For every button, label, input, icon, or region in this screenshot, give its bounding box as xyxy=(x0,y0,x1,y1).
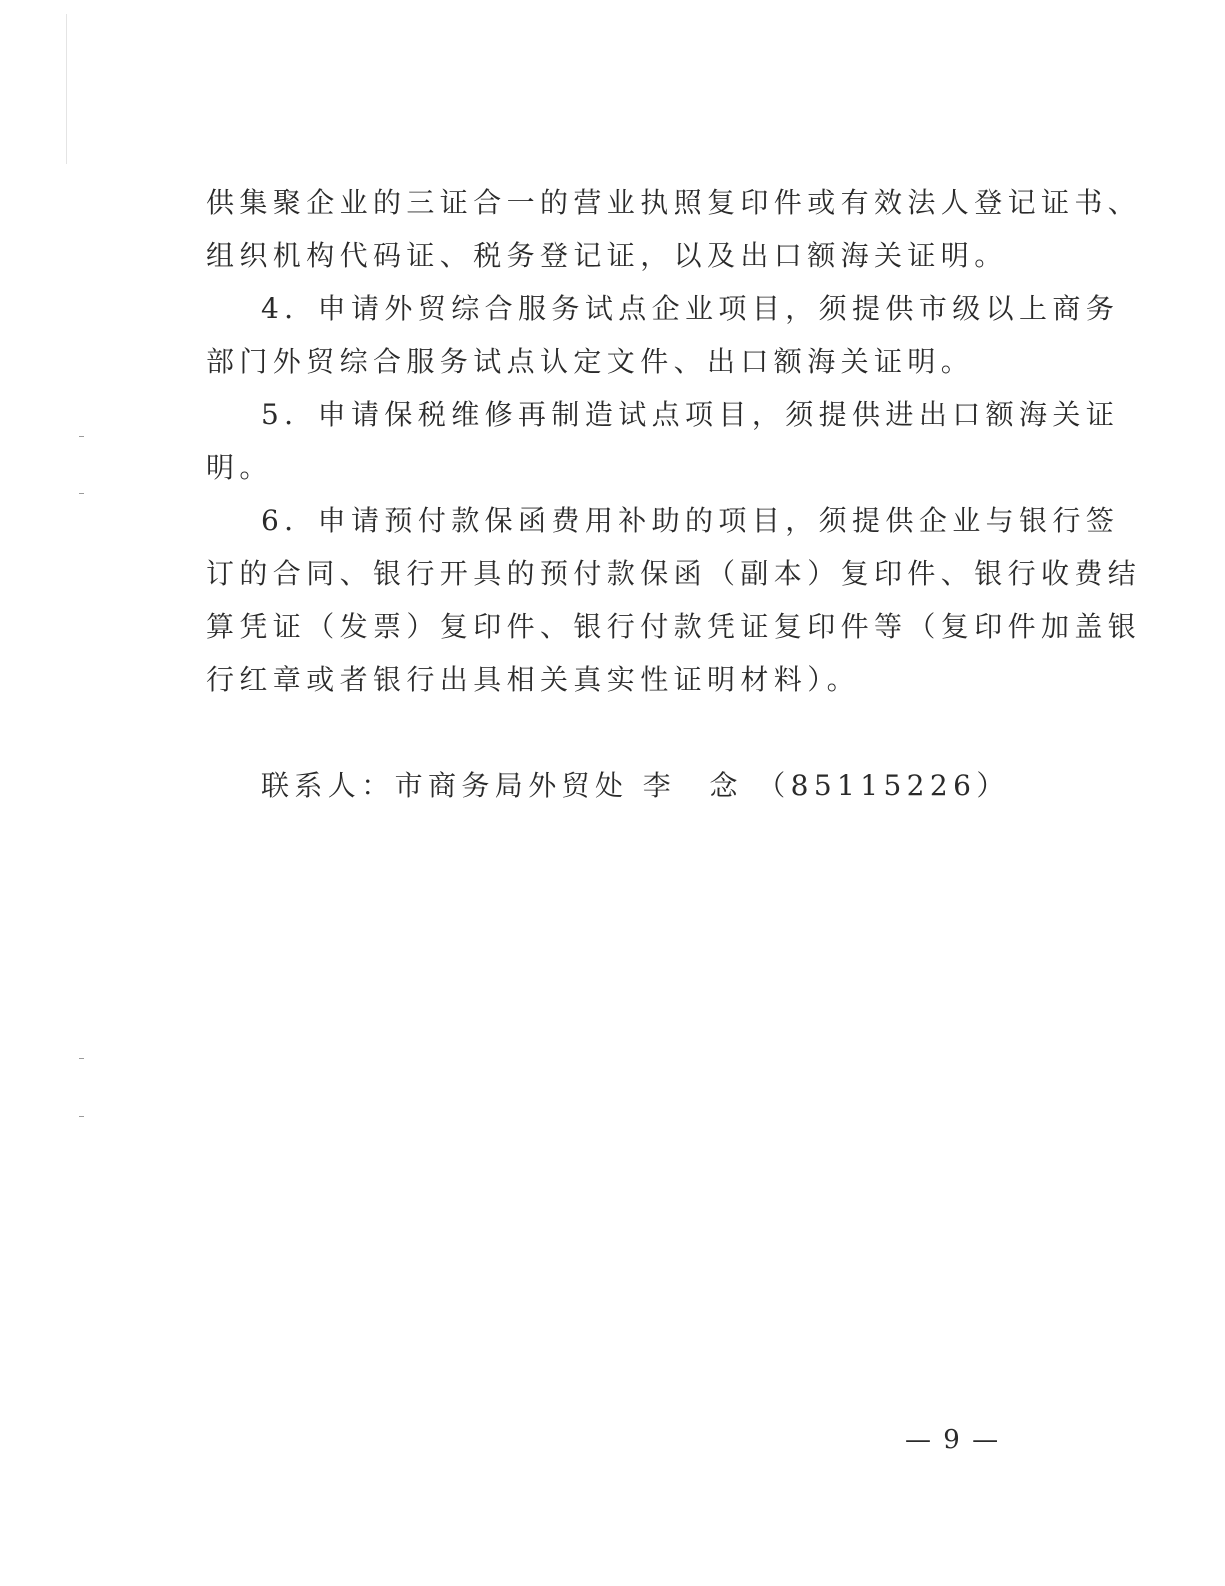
item-4-line: 4．申请外贸综合服务试点企业项目，须提供市级以上商务 xyxy=(261,292,1120,325)
text-line: 供集聚企业的三证合一的营业执照复印件或有效法人登记证书、 xyxy=(206,186,1142,219)
contact-line: 联系人：市商务局外贸处 李 念 （85115226） xyxy=(261,769,1010,802)
text-line: 订的合同、银行开具的预付款保函（副本）复印件、银行收费结 xyxy=(206,557,1142,590)
document-body xyxy=(206,176,1142,812)
text-line: 组织机构代码证、税务登记证，以及出口额海关证明。 xyxy=(206,239,1008,272)
scan-speck xyxy=(79,1116,84,1117)
text-line: 部门外贸综合服务试点认定文件、出口额海关证明。 xyxy=(206,345,975,378)
text-line: 算凭证（发票）复印件、银行付款凭证复印件等（复印件加盖银 xyxy=(206,610,1142,643)
item-6-line: 6．申请预付款保函费用补助的项目，须提供企业与银行签 xyxy=(261,504,1120,537)
scan-speck xyxy=(79,493,84,494)
page-number: — 9 — xyxy=(905,1425,1001,1455)
scan-edge-line xyxy=(66,14,67,164)
text-line: 明。 xyxy=(206,451,273,484)
scan-speck xyxy=(79,1058,84,1059)
scan-speck xyxy=(79,436,84,437)
text-line: 行红章或者银行出具相关真实性证明材料）。 xyxy=(206,663,861,696)
spacer xyxy=(206,706,1036,759)
item-5-line: 5．申请保税维修再制造试点项目，须提供进出口额海关证 xyxy=(261,398,1120,431)
